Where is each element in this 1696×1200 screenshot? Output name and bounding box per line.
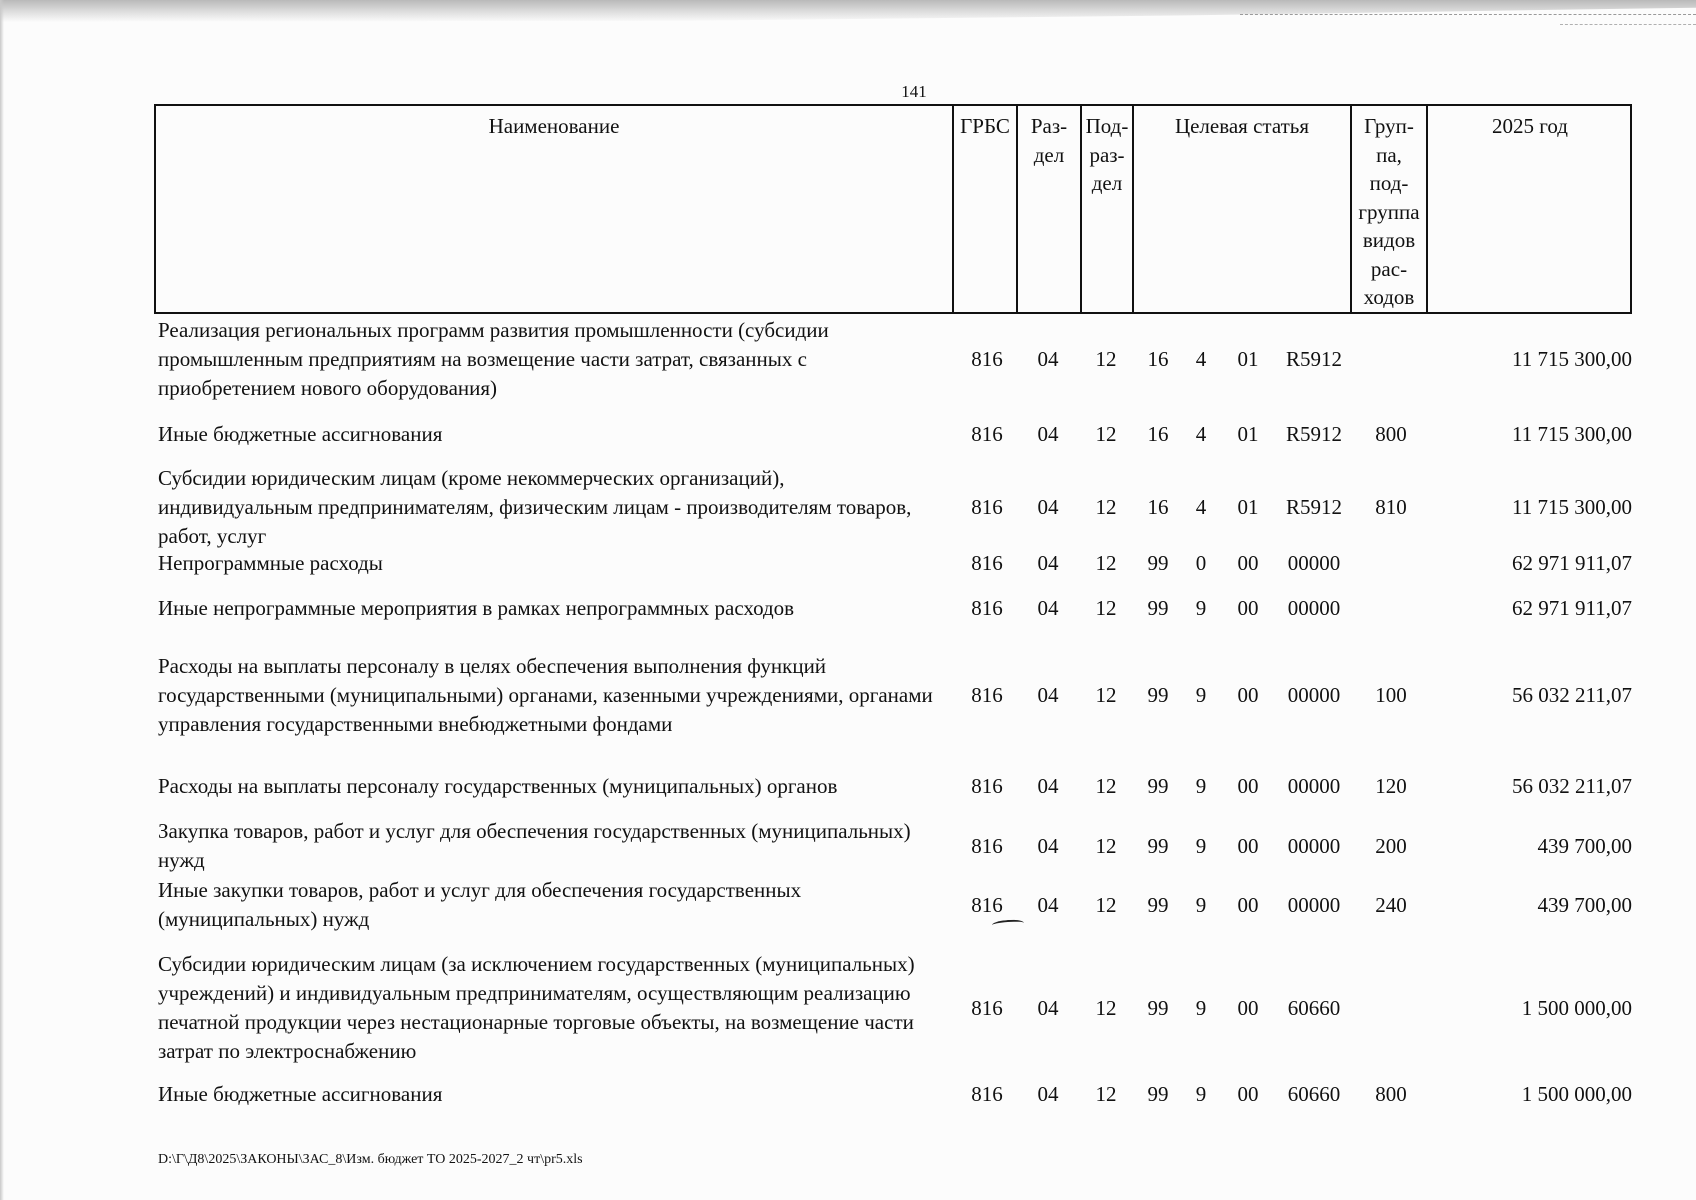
row-name: Субсидии юридическим лицам (за исключением государственных (муниципальных) учреждений) и индивидуальным предпринимателям, осуществляющим реализацию печатной продукции через нестационарные торговые объекты, на возмещение части затрат по электроснабжению — [158, 952, 915, 1063]
amount-cell: 62 971 911,07 — [1512, 596, 1632, 620]
target-main-event-cell: 00 — [1237, 1082, 1259, 1106]
row-name: Закупка товаров, работ и услуг для обеспечения государственных (муниципальных) нужд — [158, 819, 911, 872]
razdel-cell: 04 — [1037, 422, 1059, 446]
podrazdel-cell: 12 — [1095, 892, 1117, 917]
razdel-cell: 04 — [1037, 995, 1059, 1020]
target-direction-cell: 00000 — [1287, 833, 1341, 858]
amount-cell: 56 032 211,07 — [1512, 774, 1632, 798]
target-main-event-cell: 00 — [1237, 683, 1259, 707]
grbs-cell: 816 — [971, 995, 1003, 1020]
expense-group-cell: 200 — [1375, 833, 1407, 858]
expense-group-cell: 810 — [1375, 495, 1407, 519]
scan-dash-line-2 — [1560, 24, 1696, 25]
target-program-cell: 99 — [1147, 995, 1169, 1020]
target-subprogram-cell: 9 — [1195, 774, 1207, 798]
target-direction-cell: 00000 — [1287, 892, 1341, 917]
amount-cell: 62 971 911,07 — [1512, 551, 1632, 575]
expense-group-cell: 800 — [1375, 1082, 1407, 1106]
row-name: Расходы на выплаты персоналу в целях обеспечения выполнения функций государственными (муниципальными) органами, казенными учреждениями, органами управления государственными внебюджетными фондами — [158, 654, 933, 736]
grbs-cell: 816 — [971, 1082, 1003, 1106]
podrazdel-cell: 12 — [1095, 422, 1117, 446]
amount-cell: 439 700,00 — [1537, 892, 1632, 917]
target-main-event-cell: 00 — [1237, 995, 1259, 1020]
target-direction-cell: 60660 — [1287, 1082, 1341, 1106]
target-direction-cell: R5912 — [1285, 347, 1342, 371]
target-main-event-cell: 01 — [1237, 347, 1259, 371]
grbs-cell: 816 — [971, 774, 1003, 798]
footer-file-path: D:\Г\Д8\2025\ЗАКОНЫ\ЗАС_8\Изм. бюджет ТО 2025-2027_2 чт\pr5.xls — [158, 1152, 583, 1167]
target-program-cell: 16 — [1147, 347, 1169, 371]
amount-cell: 11 715 300,00 — [1512, 347, 1632, 371]
podrazdel-cell: 12 — [1095, 683, 1117, 707]
razdel-cell: 04 — [1037, 1082, 1059, 1106]
grbs-cell: 816 — [971, 833, 1003, 858]
grbs-cell: 816 — [971, 422, 1003, 446]
target-direction-cell: 00000 — [1287, 774, 1341, 798]
grbs-cell: 816 — [971, 683, 1003, 707]
target-program-cell: 99 — [1147, 1082, 1169, 1106]
amount-cell: 11 715 300,00 — [1512, 422, 1632, 446]
target-subprogram-cell: 9 — [1195, 683, 1207, 707]
scan-dash-line — [1240, 14, 1696, 15]
target-subprogram-cell: 9 — [1195, 995, 1207, 1020]
podrazdel-cell: 12 — [1095, 495, 1117, 519]
podrazdel-cell: 12 — [1095, 833, 1117, 858]
header-target-article: Целевая статья — [1174, 114, 1310, 138]
amount-cell: 1 500 000,00 — [1521, 1082, 1632, 1106]
podrazdel-cell: 12 — [1095, 347, 1117, 371]
scan-edge-left — [0, 0, 4, 1200]
target-program-cell: 16 — [1147, 422, 1169, 446]
target-main-event-cell: 00 — [1237, 833, 1259, 858]
razdel-cell: 04 — [1037, 347, 1059, 371]
podrazdel-cell: 12 — [1095, 1082, 1117, 1106]
target-program-cell: 16 — [1147, 495, 1169, 519]
header-razdel: Раз- дел — [1030, 114, 1068, 167]
header-expense-group: Груп- па, под- группа видов рас- ходов — [1358, 114, 1420, 309]
target-main-event-cell: 01 — [1237, 495, 1259, 519]
target-direction-cell: 00000 — [1287, 596, 1341, 620]
row-name: Иные непрограммные мероприятия в рамках непрограммных расходов — [158, 596, 795, 620]
expense-group-cell: 100 — [1375, 683, 1407, 707]
target-main-event-cell: 00 — [1237, 551, 1259, 575]
target-subprogram-cell: 0 — [1195, 551, 1207, 575]
expense-group-cell: 120 — [1375, 774, 1407, 798]
grbs-cell: 816 — [971, 892, 1003, 917]
header-podrazdel: Под- раз- дел — [1085, 114, 1129, 195]
podrazdel-cell: 12 — [1095, 995, 1117, 1020]
row-name: Иные бюджетные ассигнования — [158, 1082, 443, 1106]
razdel-cell: 04 — [1037, 892, 1059, 917]
expense-group-cell: 800 — [1375, 422, 1407, 446]
razdel-cell: 04 — [1037, 495, 1059, 519]
target-subprogram-cell: 9 — [1195, 892, 1207, 917]
target-subprogram-cell: 4 — [1195, 347, 1207, 371]
target-direction-cell: R5912 — [1285, 495, 1342, 519]
podrazdel-cell: 12 — [1095, 774, 1117, 798]
razdel-cell: 04 — [1037, 596, 1059, 620]
podrazdel-cell: 12 — [1095, 596, 1117, 620]
razdel-cell: 04 — [1037, 683, 1059, 707]
target-direction-cell: 60660 — [1287, 995, 1341, 1020]
target-main-event-cell: 01 — [1237, 422, 1259, 446]
target-main-event-cell: 00 — [1237, 892, 1259, 917]
row-name: Реализация региональных программ развития промышленности (субсидии промышленным предприятиям на возмещение части затрат, связанных с приобретением нового оборудования) — [158, 318, 829, 400]
pen-mark — [992, 919, 1024, 929]
grbs-cell: 816 — [971, 347, 1003, 371]
target-program-cell: 99 — [1147, 683, 1169, 707]
target-subprogram-cell: 9 — [1195, 833, 1207, 858]
target-subprogram-cell: 4 — [1195, 422, 1207, 446]
target-program-cell: 99 — [1147, 551, 1169, 575]
razdel-cell: 04 — [1037, 551, 1059, 575]
row-name: Иные бюджетные ассигнования — [158, 422, 443, 446]
target-main-event-cell: 00 — [1237, 774, 1259, 798]
grbs-cell: 816 — [971, 551, 1003, 575]
target-program-cell: 99 — [1147, 892, 1169, 917]
razdel-cell: 04 — [1037, 833, 1059, 858]
target-program-cell: 99 — [1147, 774, 1169, 798]
row-name: Иные закупки товаров, работ и услуг для обеспечения государственных (муниципальных) нужд — [158, 878, 802, 931]
target-direction-cell: 00000 — [1287, 551, 1341, 575]
target-direction-cell: R5912 — [1285, 422, 1342, 446]
target-main-event-cell: 00 — [1237, 596, 1259, 620]
grbs-cell: 816 — [971, 495, 1003, 519]
target-program-cell: 99 — [1147, 596, 1169, 620]
target-subprogram-cell: 9 — [1195, 1082, 1207, 1106]
amount-cell: 56 032 211,07 — [1512, 683, 1632, 707]
target-subprogram-cell: 9 — [1195, 596, 1207, 620]
amount-cell: 439 700,00 — [1537, 833, 1632, 858]
header-grbs: ГРБС — [960, 114, 1010, 138]
amount-cell: 11 715 300,00 — [1512, 495, 1632, 519]
table-header — [154, 104, 1632, 314]
target-direction-cell: 00000 — [1287, 683, 1341, 707]
target-subprogram-cell: 4 — [1195, 495, 1207, 519]
header-name: Наименование — [488, 114, 620, 138]
header-year: 2025 год — [1492, 114, 1568, 138]
row-name: Непрограммные расходы — [158, 551, 383, 575]
row-name: Расходы на выплаты персоналу государственных (муниципальных) органов — [158, 774, 838, 798]
target-program-cell: 99 — [1147, 833, 1169, 858]
row-name: Субсидии юридическим лицам (кроме некоммерческих организаций), индивидуальным предпринимателям, физическим лицам - производителям товаров, работ, услуг — [158, 466, 912, 548]
scan-edge-top — [0, 0, 1696, 22]
razdel-cell: 04 — [1037, 774, 1059, 798]
grbs-cell: 816 — [971, 596, 1003, 620]
amount-cell: 1 500 000,00 — [1521, 995, 1632, 1020]
expense-group-cell: 240 — [1375, 892, 1407, 917]
page-number: 141 — [901, 82, 927, 101]
podrazdel-cell: 12 — [1095, 551, 1117, 575]
